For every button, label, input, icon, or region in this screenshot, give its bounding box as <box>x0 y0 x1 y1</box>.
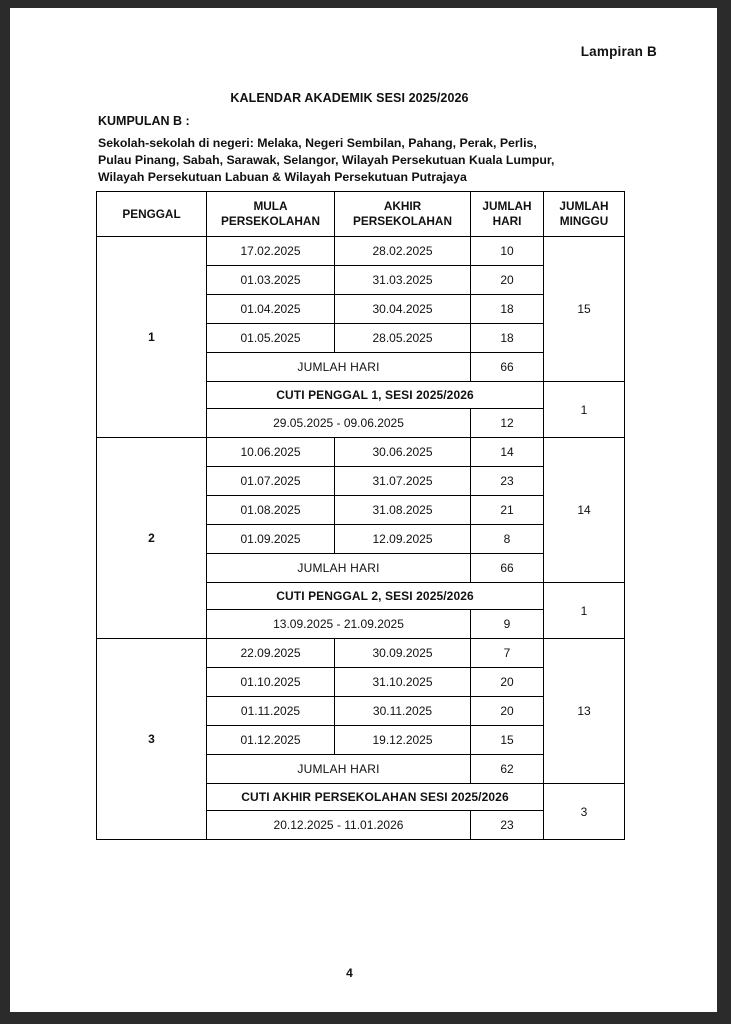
lampiran-label: Lampiran B <box>580 44 657 59</box>
mula-persekolahan-cell: 01.09.2025 <box>207 525 335 554</box>
mula-persekolahan-cell: 01.11.2025 <box>207 697 335 726</box>
mula-persekolahan-cell: 01.04.2025 <box>207 295 335 324</box>
penggal-number-cell: 2 <box>97 438 207 639</box>
jumlah-hari-cell: 20 <box>471 697 544 726</box>
akhir-persekolahan-cell: 30.11.2025 <box>335 697 471 726</box>
minggu-line-2: MINGGU <box>559 214 609 228</box>
jumlah-hari-cell: 8 <box>471 525 544 554</box>
mula-persekolahan-cell: 01.10.2025 <box>207 668 335 697</box>
akhir-persekolahan-cell: 31.08.2025 <box>335 496 471 525</box>
table-row <box>97 237 625 266</box>
jumlah-hari-cell: 21 <box>471 496 544 525</box>
penggal-number-cell: 3 <box>97 639 207 840</box>
mula-line-1: MULA <box>253 199 288 214</box>
jumlah-hari-cell: 18 <box>471 324 544 353</box>
akhir-persekolahan-cell: 31.07.2025 <box>335 467 471 496</box>
jumlah-hari-cell: 20 <box>471 266 544 295</box>
cuti-title: CUTI PENGGAL 2, SESI 2025/2026 <box>207 583 544 610</box>
cuti-date-range: 20.12.2025 - 11.01.2026 <box>207 811 471 840</box>
document-page <box>10 8 717 1012</box>
cuti-jumlah-minggu-cell: 1 <box>544 583 625 639</box>
minggu-line-1: JUMLAH <box>559 199 609 214</box>
jumlah-hari-cell: 10 <box>471 237 544 266</box>
schools-description <box>98 135 628 186</box>
jumlah-hari-label: JUMLAH HARI <box>207 353 471 382</box>
akhir-line-1: AKHIR <box>383 199 422 214</box>
akhir-persekolahan-cell: 31.03.2025 <box>335 266 471 295</box>
jumlah-minggu-cell: 15 <box>544 237 625 382</box>
jumlah-minggu-cell: 13 <box>544 639 625 784</box>
mula-persekolahan-cell: 22.09.2025 <box>207 639 335 668</box>
mula-persekolahan-cell: 01.12.2025 <box>207 726 335 755</box>
cuti-title: CUTI AKHIR PERSEKOLAHAN SESI 2025/2026 <box>207 784 544 811</box>
jumlah-hari-cell: 7 <box>471 639 544 668</box>
schools-line-3: Wilayah Persekutuan Labuan & Wilayah Persekutuan Putrajaya <box>98 169 467 184</box>
mula-persekolahan-cell: 01.07.2025 <box>207 467 335 496</box>
cuti-title: CUTI PENGGAL 1, SESI 2025/2026 <box>207 382 544 409</box>
page-title: KALENDAR AKADEMIK SESI 2025/2026 <box>230 91 469 105</box>
schools-line-1: Sekolah-sekolah di negeri: Melaka, Negeri Sembilan, Pahang, Perak, Perlis, <box>98 136 537 150</box>
akhir-persekolahan-cell: 28.05.2025 <box>335 324 471 353</box>
akhir-persekolahan-cell: 30.09.2025 <box>335 639 471 668</box>
column-header-jumlah-hari <box>471 192 544 237</box>
akhir-persekolahan-cell: 19.12.2025 <box>335 726 471 755</box>
akhir-persekolahan-cell: 28.02.2025 <box>335 237 471 266</box>
akhir-persekolahan-cell: 30.04.2025 <box>335 295 471 324</box>
column-header-penggal: PENGGAL <box>97 192 207 237</box>
jumlah-hari-total: 66 <box>471 554 544 583</box>
table-body <box>97 237 625 840</box>
jumlah-hari-total: 66 <box>471 353 544 382</box>
cuti-jumlah-hari: 12 <box>471 409 544 438</box>
table-row <box>97 438 625 467</box>
cuti-jumlah-hari: 9 <box>471 610 544 639</box>
akhir-persekolahan-cell: 30.06.2025 <box>335 438 471 467</box>
jumlah-hari-total: 62 <box>471 755 544 784</box>
akhir-persekolahan-cell: 31.10.2025 <box>335 668 471 697</box>
jumlah-hari-cell: 23 <box>471 467 544 496</box>
kumpulan-label: KUMPULAN B : <box>98 114 190 128</box>
mula-persekolahan-cell: 01.05.2025 <box>207 324 335 353</box>
mula-persekolahan-cell: 10.06.2025 <box>207 438 335 467</box>
penggal-number-cell: 1 <box>97 237 207 438</box>
table-header-row <box>97 192 625 237</box>
mula-persekolahan-cell: 01.03.2025 <box>207 266 335 295</box>
cuti-jumlah-minggu-cell: 3 <box>544 784 625 840</box>
mula-line-2: PERSEKOLAHAN <box>221 214 320 228</box>
akhir-line-2: PERSEKOLAHAN <box>353 214 452 228</box>
hari-line-1: JUMLAH <box>482 199 532 214</box>
jumlah-hari-cell: 20 <box>471 668 544 697</box>
column-header-mula-persekolahan <box>207 192 335 237</box>
jumlah-hari-label: JUMLAH HARI <box>207 554 471 583</box>
cuti-date-range: 29.05.2025 - 09.06.2025 <box>207 409 471 438</box>
schools-line-2: Pulau Pinang, Sabah, Sarawak, Selangor, Wilayah Persekutuan Kuala Lumpur, <box>98 152 555 167</box>
hari-line-2: HARI <box>492 214 522 228</box>
cuti-date-range: 13.09.2025 - 21.09.2025 <box>207 610 471 639</box>
mula-persekolahan-cell: 01.08.2025 <box>207 496 335 525</box>
akhir-persekolahan-cell: 12.09.2025 <box>335 525 471 554</box>
jumlah-hari-cell: 18 <box>471 295 544 324</box>
jumlah-hari-cell: 14 <box>471 438 544 467</box>
table-row <box>97 639 625 668</box>
cuti-jumlah-hari: 23 <box>471 811 544 840</box>
page-number: 4 <box>346 966 353 980</box>
jumlah-hari-label: JUMLAH HARI <box>207 755 471 784</box>
cuti-jumlah-minggu-cell: 1 <box>544 382 625 438</box>
academic-calendar-table <box>96 191 625 840</box>
column-header-akhir-persekolahan <box>335 192 471 237</box>
jumlah-minggu-cell: 14 <box>544 438 625 583</box>
mula-persekolahan-cell: 17.02.2025 <box>207 237 335 266</box>
jumlah-hari-cell: 15 <box>471 726 544 755</box>
column-header-jumlah-minggu <box>544 192 625 237</box>
